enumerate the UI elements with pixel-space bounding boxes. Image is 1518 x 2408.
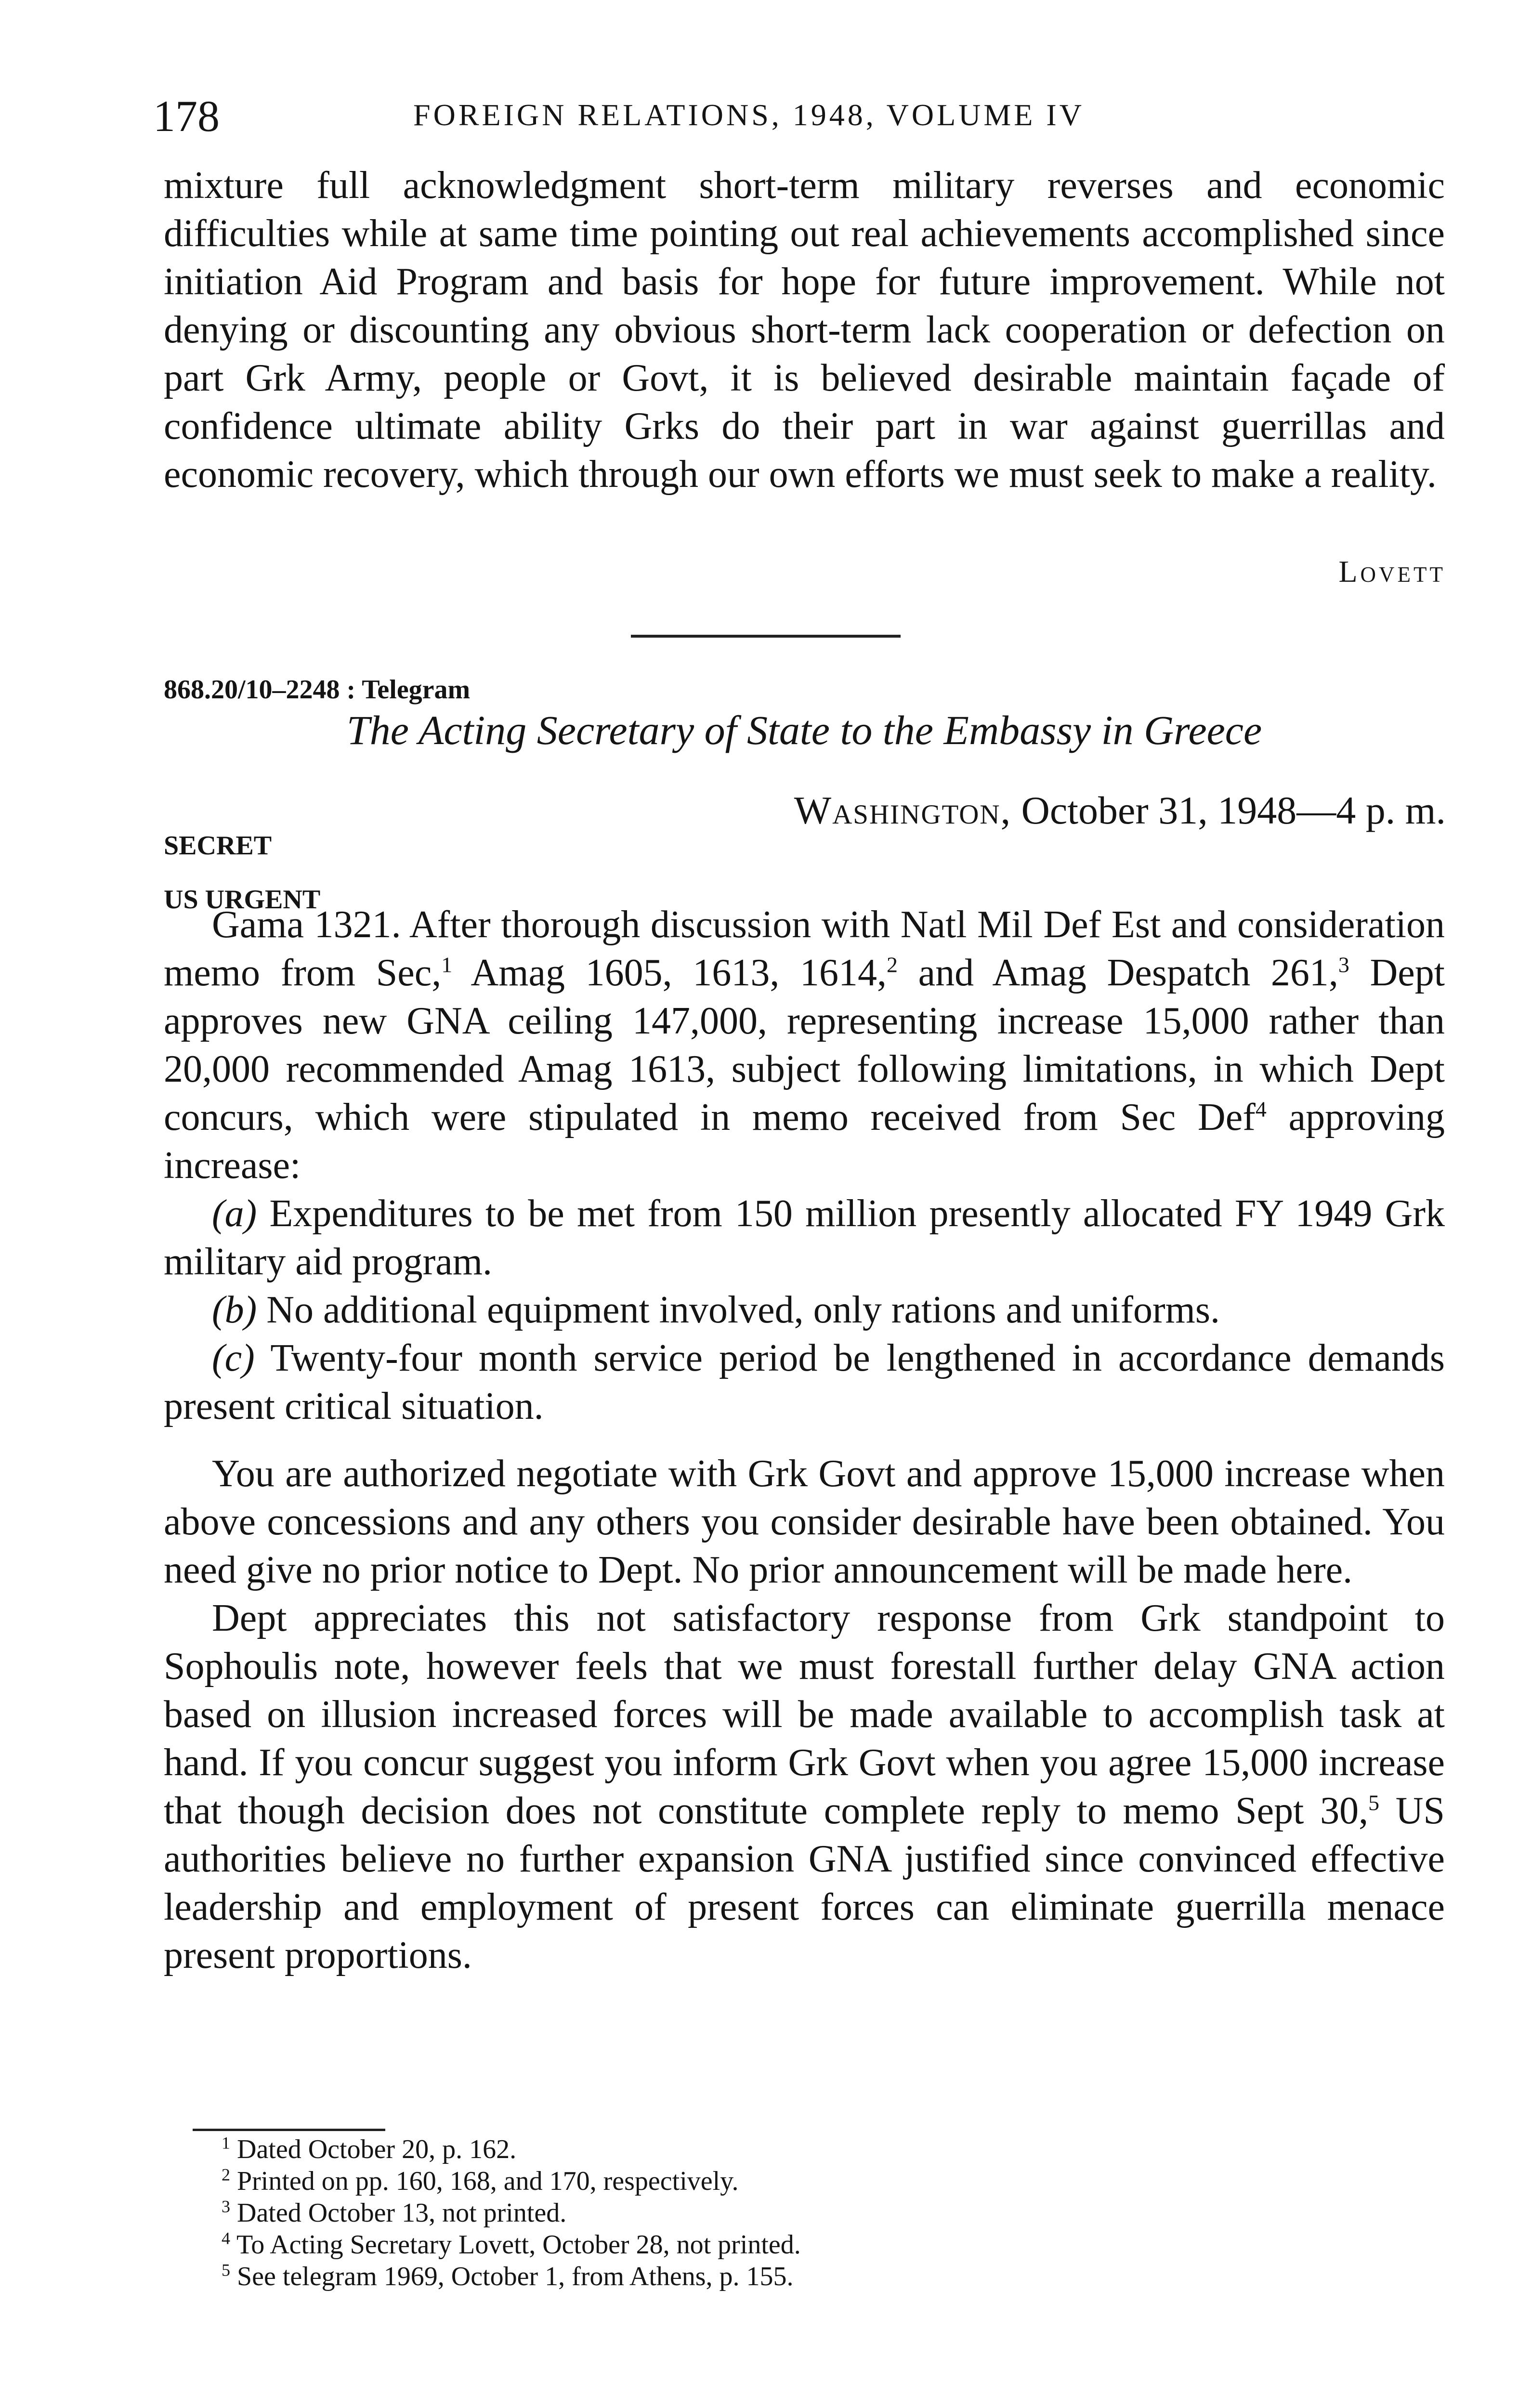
paragraph-text: approving increase:: [164, 1096, 1445, 1187]
limitation-marker: (b): [212, 1289, 257, 1331]
dateline-date: October 31, 1948—4 p. m.: [1021, 788, 1446, 832]
dateline-place: Washington,: [794, 788, 1012, 832]
classification-label: SECRET: [164, 831, 272, 861]
page-number: 178: [153, 92, 220, 141]
document-title: The Acting Secretary of State to the Embassy in Greece: [346, 707, 1262, 753]
paragraph-authorization: You are authorized negotiate with Grk Govt and approve 15,000 increase when above concessions and any others you consider desirable have been obtained. You need give no prior notice to Dept. No prior announcement will be made here.: [164, 1453, 1445, 1591]
footnote-ref: 5: [1368, 1790, 1380, 1815]
footnote: [222, 2261, 801, 2292]
footnote-text: See telegram 1969, October 1, from Athens, p. 155.: [230, 2262, 794, 2291]
precedence-label: US URGENT: [164, 885, 321, 915]
footnote-marker: 2: [222, 2165, 230, 2185]
limitation-marker: (a): [212, 1192, 257, 1235]
footnote-marker: 5: [222, 2260, 230, 2280]
footnote-marker: 3: [222, 2197, 230, 2216]
limitation-item: [164, 1286, 1445, 1334]
page-header: [153, 86, 1453, 158]
paragraph-text: Amag 1605, 1613, 1614,: [452, 952, 887, 994]
section-divider: [631, 635, 901, 638]
telegram-body: [164, 901, 1445, 1979]
continuation-paragraph: mixture full acknowledgment short-term military reverses and economic difficulties while at same time pointing out real achievements accomplished since initiation Aid Program and basis for hope for future improvement. While not denying or discounting any obvious short-term lack cooperation or defection on part Grk Army, people or Govt, it is believed desirable maintain façade of confidence ultimate ability Grks do their part in war against guerrillas and economic recovery, which through our own efforts we must seek to make a reality.: [164, 164, 1445, 496]
footnote-ref: 2: [886, 952, 898, 977]
footnote-text: Dated October 13, not printed.: [230, 2198, 567, 2228]
footnote: [222, 2197, 801, 2229]
footnote-marker: 4: [222, 2228, 230, 2248]
footnote-text: Printed on pp. 160, 168, and 170, respectively.: [230, 2166, 739, 2196]
dateline: [794, 788, 1446, 833]
footnote-ref: 4: [1255, 1097, 1267, 1122]
footnote-marker: 1: [222, 2133, 230, 2153]
paragraph-gama-1321: [164, 901, 1445, 1190]
footnote-text: To Acting Secretary Lovett, October 28, not printed.: [230, 2230, 801, 2260]
footnote-ref: 1: [441, 952, 453, 977]
footnote-text: Dated October 20, p. 162.: [230, 2134, 517, 2164]
footnote: [222, 2229, 801, 2261]
paragraph-text: US authorities believe no further expansion GNA justified since convinced effective leadership and employment of present forces can eliminate guerrilla menace present proportions.: [164, 1790, 1445, 1976]
footnotes: [222, 2133, 801, 2292]
signature: Lovett: [1338, 554, 1446, 589]
paragraph-sophoulis: [164, 1594, 1445, 1979]
footnote: [222, 2165, 801, 2197]
footnote-ref: 3: [1338, 952, 1349, 977]
paragraph-text: Dept appreciates this not satisfactory response from Grk standpoint to Sophoulis note, however feels that we must forestall further delay GNA action based on illusion increased forces will be made available to accomplish task at hand. If you concur suggest you inform Grk Govt when you agree 15,000 increase that though decision does not constitute complete reply to memo Sept 30,: [164, 1597, 1445, 1832]
footnote-rule: [193, 2129, 385, 2131]
paragraph-text: Dept approves new GNA ceiling 147,000, representing increase 15,000 rather than 20,000 recommended Amag 1613, subject following limitations, in which Dept concurs, which were stipulated in memo received from Sec Def: [164, 952, 1445, 1139]
file-reference: 868.20/10–2248 : Telegram: [164, 675, 471, 705]
limitation-marker: (c): [212, 1337, 255, 1379]
limitation-text: Expenditures to be met from 150 million presently allocated FY 1949 Grk military aid program.: [164, 1192, 1445, 1283]
limitation-text: Twenty-four month service period be lengthened in accordance demands present critical situation.: [164, 1337, 1445, 1427]
previous-document-continuation: [164, 161, 1445, 498]
running-head: FOREIGN RELATIONS, 1948, VOLUME IV: [413, 98, 1085, 132]
limitations-list: [164, 1190, 1445, 1430]
paragraph-text: and Amag Despatch 261,: [897, 952, 1338, 994]
footnote: [222, 2133, 801, 2165]
limitation-item: [164, 1334, 1445, 1430]
limitation-item: [164, 1190, 1445, 1286]
limitation-text: No additional equipment involved, only rations and uniforms.: [257, 1289, 1220, 1331]
paragraph-text: Gama 1321. After thorough discussion with Natl Mil Def Est and consideration memo from Sec,: [164, 903, 1445, 994]
